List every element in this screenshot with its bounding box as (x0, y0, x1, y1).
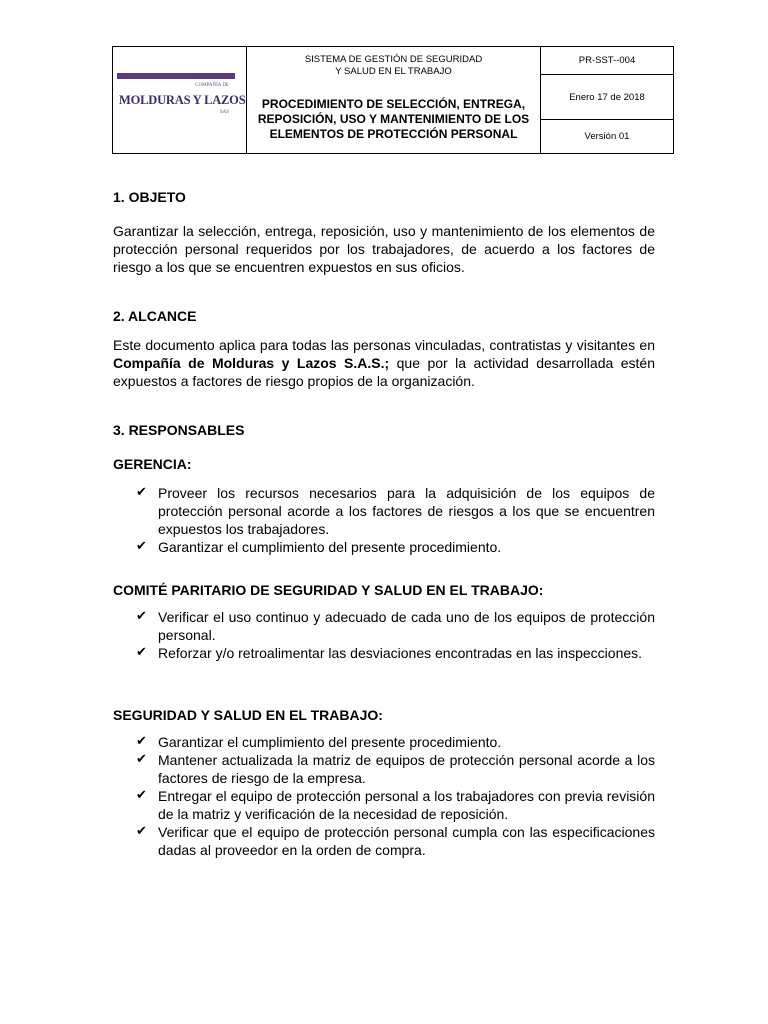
gerencia-list (136, 484, 655, 556)
checkmark-icon: ✔ (136, 539, 147, 554)
header-title-cell (247, 47, 541, 153)
checkmark-icon: ✔ (136, 485, 147, 500)
checkmark-icon: ✔ (136, 752, 147, 767)
alcance-text-a: Este documento aplica para todas las personas vinculadas, contratistas y visitantes en (113, 337, 655, 353)
list-item-text: Mantener actualizada la matriz de equipos de protección personal acorde a los factores de riesgo de la empresa. (158, 752, 655, 786)
section-heading-alcance: 2. ALCANCE (113, 308, 197, 324)
comite-list (136, 608, 655, 662)
list-item (136, 751, 655, 787)
document-version: Versión 01 (584, 131, 630, 142)
list-item-text: Garantizar el cumplimiento del presente procedimiento. (158, 539, 502, 555)
list-item (136, 733, 655, 751)
system-name-line2: Y SALUD EN EL TRABAJO (335, 66, 452, 77)
system-name (247, 47, 540, 85)
section-heading-objeto: 1. OBJETO (113, 189, 186, 205)
list-item (136, 484, 655, 538)
document-date: Enero 17 de 2018 (541, 75, 673, 120)
section-text-alcance (113, 336, 655, 390)
list-item (136, 538, 655, 556)
subheading-sst: SEGURIDAD Y SALUD EN EL TRABAJO: (113, 707, 383, 723)
list-item-text: Reforzar y/o retroalimentar las desviaciones encontradas en las inspecciones. (158, 645, 643, 661)
section-heading-responsables: 3. RESPONSABLES (113, 422, 245, 438)
list-item-text: Proveer los recursos necesarios para la adquisición de los equipos de protección personal acorde a los factores de riesgos a los que se encuentren expuestos los trabajadores. (158, 485, 655, 537)
list-item-text: Garantizar el cumplimiento del presente procedimiento. (158, 734, 502, 750)
list-item-text: Verificar el uso continuo y adecuado de cada uno de los equipos de protección personal. (158, 609, 655, 643)
logo-small-text: COMPAÑÍA DE (195, 83, 229, 88)
list-item (136, 644, 655, 662)
list-item-text: Entregar el equipo de protección personal a los trabajadores con previa revisión de la matriz y verificación de la necesidad de reposición. (158, 788, 655, 822)
sst-list (136, 733, 655, 859)
company-name-bold: Compañía de Molduras y Lazos S.A.S.; (113, 355, 390, 371)
procedure-title: PROCEDIMIENTO DE SELECCIÓN, ENTREGA, REPOSICIÓN, USO Y MANTENIMIENTO DE LOS ELEMENTOS DE PROTECCIÓN PERSONAL (257, 96, 530, 141)
document-header-table (112, 46, 674, 154)
list-item-text: Verificar que el equipo de protección personal cumpla con las especificaciones dadas al proveedor en la orden de compra. (158, 824, 655, 858)
list-item (136, 608, 655, 644)
company-logo (113, 47, 247, 153)
subheading-gerencia: GERENCIA: (113, 456, 192, 472)
logo-sas-text: SAS (219, 110, 229, 115)
checkmark-icon: ✔ (136, 609, 147, 624)
system-name-line1: SISTEMA DE GESTIÓN DE SEGURIDAD (304, 54, 483, 65)
checkmark-icon: ✔ (136, 645, 147, 660)
alcance-text-b: que por la actividad desarrollada estén expuestos a factores de riesgo propios de la organización. (113, 355, 655, 389)
checkmark-icon: ✔ (136, 734, 147, 749)
document-code: PR-SST--004 (541, 47, 673, 75)
logo-bar (117, 73, 235, 79)
subheading-comite: COMITÉ PARITARIO DE SEGURIDAD Y SALUD EN EL TRABAJO: (113, 582, 544, 598)
list-item (136, 787, 655, 823)
list-item (136, 823, 655, 859)
header-meta-cells (541, 47, 673, 153)
checkmark-icon: ✔ (136, 788, 147, 803)
section-text-objeto: Garantizar la selección, entrega, reposición, uso y mantenimiento de los elementos de protección personal requeridos por los trabajadores, de acuerdo a los factores de riesgo a los que se encuentren expuestos en sus oficios. (113, 223, 655, 275)
logo-main-text: MOLDURAS Y LAZOS (119, 93, 246, 107)
checkmark-icon: ✔ (136, 824, 147, 839)
